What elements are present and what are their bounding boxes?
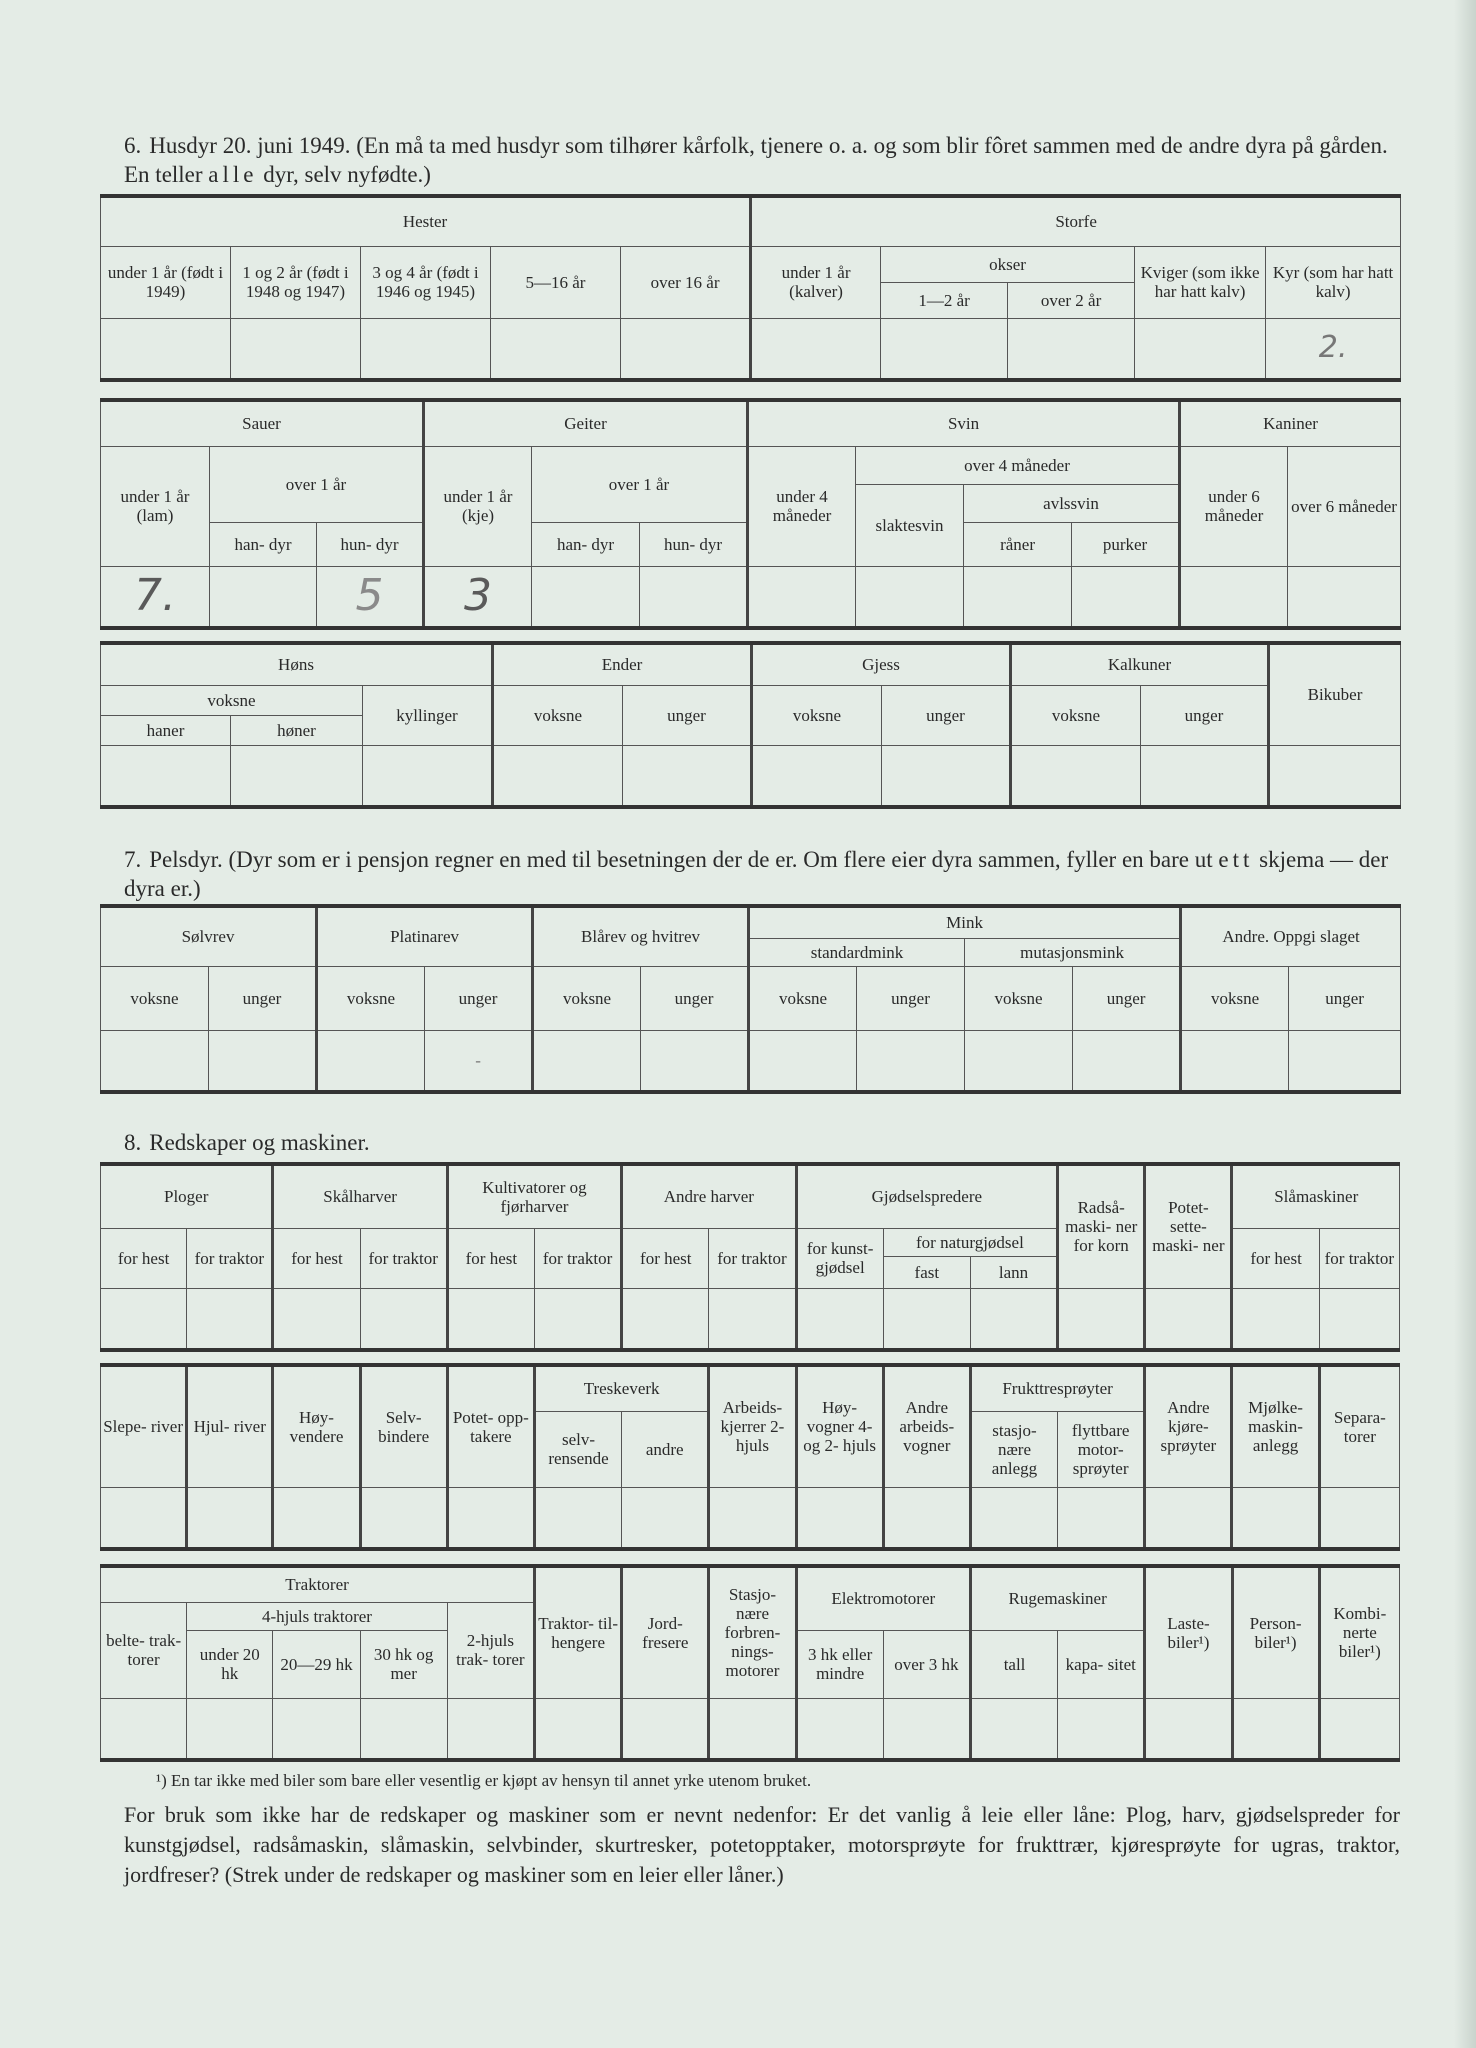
col-hoyvendere: Høy- vendere (273, 1365, 360, 1487)
input-cell[interactable] (1232, 1698, 1319, 1760)
input-cell[interactable] (856, 566, 964, 628)
input-cell[interactable] (273, 1288, 360, 1350)
col-haner: haner (101, 715, 231, 745)
input-cell[interactable] (1319, 1487, 1399, 1549)
col-voksne: voksne (533, 966, 641, 1030)
header-andre-harver: Andre harver (622, 1164, 796, 1228)
col-voksne: voksne (965, 966, 1073, 1030)
col-ender-unger: unger (623, 685, 752, 745)
col-sau-handyr: han- dyr (210, 522, 317, 566)
col-flyttbare: flyttbare motor- sprøyter (1058, 1411, 1145, 1487)
header-andre-pelsdyr: Andre. Oppgi slaget (1181, 906, 1401, 966)
header-svin: Svin (748, 400, 1180, 446)
col-lastebiler: Laste- biler¹) (1145, 1566, 1232, 1698)
header-blarev: Blårev og hvitrev (533, 906, 749, 966)
col-personbiler: Person- biler¹) (1232, 1566, 1319, 1698)
col-for-traktor: for traktor (187, 1228, 273, 1288)
section-8-title: 8. Redskaper og maskiner. (124, 1130, 370, 1155)
col-kalkun-voksne: voksne (1011, 685, 1141, 745)
col-for-traktor: for traktor (534, 1228, 621, 1288)
header-hons-voksne: voksne (101, 685, 363, 715)
header-mink: Mink (749, 906, 1181, 938)
col-kyr: Kyr (som har hatt kalv) (1266, 246, 1401, 318)
input-cell[interactable] (532, 566, 640, 628)
input-cell-kje[interactable] (424, 566, 532, 628)
input-cell[interactable] (1135, 318, 1266, 380)
input-cell[interactable] (273, 1487, 360, 1549)
col-lann: lann (970, 1256, 1057, 1288)
input-cell[interactable] (622, 1698, 709, 1760)
header-standardmink: standardmink (749, 938, 965, 966)
input-cell[interactable] (883, 1288, 970, 1350)
col-for-traktor: for traktor (360, 1228, 447, 1288)
input-cell[interactable] (1058, 1698, 1145, 1760)
input-cell[interactable] (622, 1487, 709, 1549)
table-hester-storfe (100, 194, 1401, 382)
header-elektromotorer: Elektromotorer (796, 1566, 970, 1630)
input-cell[interactable] (101, 1698, 187, 1760)
col-okser-over2: over 2 år (1008, 282, 1135, 318)
col-purker: purker (1072, 522, 1180, 566)
col-fast: fast (883, 1256, 970, 1288)
input-cell[interactable] (883, 1698, 970, 1760)
col-arbeidsvogner: Andre arbeids- vogner (883, 1365, 970, 1487)
col-for-hest: for hest (1232, 1228, 1319, 1288)
input-cell[interactable] (361, 318, 491, 380)
col-for-hest: for hest (101, 1228, 187, 1288)
col-under-20hk: under 20 hk (187, 1630, 273, 1698)
handwritten-value: 5 (355, 570, 384, 622)
input-cell[interactable] (317, 1030, 425, 1092)
input-cell[interactable] (1145, 1288, 1232, 1350)
input-cell[interactable] (101, 1288, 187, 1350)
input-cell[interactable] (1180, 566, 1288, 628)
handwritten-value: 2. (1318, 330, 1348, 366)
col-voksne: voksne (317, 966, 425, 1030)
section-number: 8. (124, 1130, 142, 1155)
input-cell[interactable] (621, 318, 751, 380)
col-hest-3-4: 3 og 4 år (født i 1946 og 1945) (361, 246, 491, 318)
col-over-3hk: over 3 hk (883, 1630, 970, 1698)
input-cell[interactable] (101, 1487, 187, 1549)
input-cell[interactable] (491, 318, 621, 380)
header-ploger: Ploger (101, 1164, 273, 1228)
col-slaktesvin: slaktesvin (856, 484, 964, 566)
header-okser: okser (881, 246, 1135, 282)
input-cell[interactable] (1145, 1698, 1232, 1760)
input-cell[interactable] (1072, 566, 1180, 628)
header-ender: Ender (493, 643, 752, 685)
col-ender-voksne: voksne (493, 685, 623, 745)
col-for-hest: for hest (622, 1228, 709, 1288)
input-cell[interactable] (1011, 745, 1141, 807)
col-kapasitet: kapa- sitet (1058, 1630, 1145, 1698)
input-cell[interactable] (796, 1698, 883, 1760)
table-traktorer (100, 1564, 1400, 1762)
input-cell[interactable] (881, 318, 1008, 380)
input-cell[interactable] (360, 1487, 447, 1549)
col-sleperiver: Slepe- river (101, 1365, 187, 1487)
col-for-hest: for hest (447, 1228, 534, 1288)
input-cell[interactable] (187, 1698, 273, 1760)
col-stasjonaere: stasjo- nære anlegg (970, 1411, 1057, 1487)
col-raner: råner (964, 522, 1072, 566)
input-cell[interactable] (1073, 1030, 1181, 1092)
input-cell[interactable] (622, 1288, 709, 1350)
col-gjess-unger: unger (882, 685, 1011, 745)
col-arbeidskjerrer: Arbeids- kjerrer 2-hjuls (709, 1365, 796, 1487)
input-cell[interactable] (641, 1030, 749, 1092)
header-slamaskiner: Slåmaskiner (1232, 1164, 1400, 1228)
input-cell[interactable] (1269, 745, 1401, 807)
header-mutasjonsmink: mutasjonsmink (965, 938, 1181, 966)
col-voksne: voksne (101, 966, 209, 1030)
header-geit-over1: over 1 år (532, 446, 748, 522)
closing-question: For bruk som ikke har de redskaper og maskiner som er nevnt nedenfor: Er det vanlig å leie eller låne: Plog, harv, gjødselspreder for kunstgjødsel, radsåmaskin, slåmaskin, selvbinder, skurtresker, potetopptaker, motorsprøyte for frukttrær, kjøresprøyte for ugras, traktor, jordfreser? (Strek under de redskaper og maskiner som en leier eller låner.) (124, 1802, 1400, 1887)
col-okser-1-2: 1—2 år (881, 282, 1008, 318)
col-20-29hk: 20—29 hk (273, 1630, 360, 1698)
input-cell[interactable] (970, 1698, 1057, 1760)
col-selvbindere: Selv- bindere (360, 1365, 447, 1487)
page-edge (1454, 0, 1476, 2048)
col-kyllinger: kyllinger (363, 685, 493, 745)
header-rugemaskiner: Rugemaskiner (970, 1566, 1144, 1630)
input-cell[interactable] (751, 318, 881, 380)
col-2-hjuls: 2-hjuls trak- torer (447, 1602, 534, 1698)
footnote: ¹) En tar ikke med biler som bare eller vesentlig er kjøpt av hensyn til annet yrke utenom bruket. (156, 1771, 812, 1790)
input-cell[interactable] (187, 1288, 273, 1350)
table-redskaper-2 (100, 1363, 1400, 1551)
input-cell-mark[interactable] (425, 1030, 533, 1092)
input-cell[interactable] (1319, 1288, 1399, 1350)
header-geiter: Geiter (424, 400, 748, 446)
input-cell[interactable] (640, 566, 748, 628)
col-hest-over16: over 16 år (621, 246, 751, 318)
col-unger: unger (641, 966, 749, 1030)
input-cell[interactable] (1319, 1698, 1399, 1760)
header-hons: Høns (101, 643, 493, 685)
col-separatorer: Separa- torer (1319, 1365, 1399, 1487)
input-cell[interactable] (1058, 1288, 1145, 1350)
input-cell[interactable] (447, 1288, 534, 1350)
input-cell[interactable] (965, 1030, 1073, 1092)
input-cell[interactable] (101, 318, 231, 380)
input-cell-kyr[interactable] (1266, 318, 1401, 380)
handwritten-value: 3 (464, 570, 492, 622)
input-cell-sau-hundyr[interactable] (317, 566, 424, 628)
col-traktortilhengere: Traktor- til- hengere (535, 1566, 622, 1698)
input-cell[interactable] (709, 1487, 796, 1549)
header-frukttresproyter: Frukttresprøyter (970, 1365, 1144, 1411)
col-tall: tall (970, 1630, 1057, 1698)
input-cell[interactable] (1232, 1487, 1319, 1549)
input-cell[interactable] (534, 1288, 621, 1350)
input-cell[interactable] (796, 1487, 883, 1549)
input-cell[interactable] (752, 745, 882, 807)
input-cell[interactable] (1232, 1288, 1319, 1350)
section-number: 7. (124, 847, 142, 872)
input-cell[interactable] (709, 1698, 796, 1760)
col-hoyvogner: Høy- vogner 4- og 2- hjuls (796, 1365, 883, 1487)
input-cell[interactable] (749, 1030, 857, 1092)
header-kaniner: Kaniner (1180, 400, 1401, 446)
col-kalkun-unger: unger (1141, 685, 1269, 745)
input-cell[interactable] (1145, 1487, 1232, 1549)
section-6-title: 6. Husdyr 20. juni 1949. (En må ta med husdyr som tilhører kårfolk, tjenere o. a. og som blir fôret sammen med de andre dyra på gården. En teller alle dyr, selv nyfødte.) (124, 133, 1388, 187)
input-cell[interactable] (187, 1487, 273, 1549)
col-for-traktor: for traktor (709, 1228, 796, 1288)
table-sauer-geiter-svin (100, 398, 1401, 630)
input-cell[interactable] (360, 1698, 447, 1760)
input-cell[interactable] (1288, 566, 1401, 628)
header-skalharver: Skålharver (273, 1164, 447, 1228)
col-for-traktor: for traktor (1319, 1228, 1399, 1288)
col-kjoresproyter: Andre kjøre- sprøyter (1145, 1365, 1232, 1487)
col-potetsettemaskiner: Potet- sette- maski- ner (1145, 1164, 1232, 1288)
col-voksne: voksne (1181, 966, 1289, 1030)
header-naturgjodsel: for naturgjødsel (883, 1228, 1057, 1256)
handwritten-value: 7. (134, 570, 176, 622)
col-kunstgjodsel: for kunst- gjødsel (796, 1228, 883, 1288)
col-kje: under 1 år (kje) (424, 446, 532, 566)
header-sauer: Sauer (101, 400, 424, 446)
pencil-mark: - (475, 1050, 481, 1070)
col-unger: unger (1073, 966, 1181, 1030)
col-radsamaskiner: Radså- maski- ner for korn (1058, 1164, 1145, 1288)
input-cell[interactable] (1289, 1030, 1401, 1092)
col-sau-hundyr: hun- dyr (317, 522, 424, 566)
input-cell[interactable] (964, 566, 1072, 628)
col-svin-under4: under 4 måneder (748, 446, 856, 566)
col-potetopptakere: Potet- opp- takere (447, 1365, 534, 1487)
col-for-hest: for hest (273, 1228, 360, 1288)
col-geit-hundyr: hun- dyr (640, 522, 748, 566)
header-storfe: Storfe (751, 196, 1401, 246)
input-cell[interactable] (447, 1487, 534, 1549)
col-kan-under6: under 6 måneder (1180, 446, 1288, 566)
input-cell-lam[interactable] (101, 566, 210, 628)
col-hest-5-16: 5—16 år (491, 246, 621, 318)
table-redskaper-1 (100, 1162, 1400, 1352)
input-cell[interactable] (1181, 1030, 1289, 1092)
input-cell[interactable] (533, 1030, 641, 1092)
col-hest-under1: under 1 år (født i 1949) (101, 246, 231, 318)
input-cell[interactable] (101, 1030, 209, 1092)
section-number: 6. (124, 133, 142, 158)
header-treskeverk: Treskeverk (534, 1365, 708, 1411)
input-cell[interactable] (210, 566, 317, 628)
input-cell[interactable] (1008, 318, 1135, 380)
header-avlssvin: avlssvin (964, 484, 1180, 522)
header-4-hjuls: 4-hjuls traktorer (187, 1602, 448, 1630)
col-selvrensende: selv- rensende (534, 1411, 621, 1487)
input-cell[interactable] (534, 1487, 621, 1549)
input-cell[interactable] (231, 745, 363, 807)
col-beltetraktorer: belte- trak- torer (101, 1602, 187, 1698)
col-hjulriver: Hjul- river (187, 1365, 273, 1487)
col-geit-handyr: han- dyr (532, 522, 640, 566)
input-cell[interactable] (623, 745, 752, 807)
input-cell[interactable] (535, 1698, 622, 1760)
col-jordfresere: Jord- fresere (622, 1566, 709, 1698)
input-cell[interactable] (796, 1288, 883, 1350)
input-cell[interactable] (447, 1698, 534, 1760)
col-storfe-kalver: under 1 år (kalver) (751, 246, 881, 318)
col-kan-over6: over 6 måneder (1288, 446, 1401, 566)
col-30hk-mer: 30 hk og mer (360, 1630, 447, 1698)
input-cell[interactable] (360, 1288, 447, 1350)
input-cell[interactable] (209, 1030, 317, 1092)
input-cell[interactable] (363, 745, 493, 807)
col-hest-1-2: 1 og 2 år (født i 1948 og 1947) (231, 246, 361, 318)
col-honer: høner (231, 715, 363, 745)
header-hester: Hester (101, 196, 751, 246)
col-kombinerte-biler: Kombi- nerte biler¹) (1319, 1566, 1399, 1698)
input-cell[interactable] (493, 745, 623, 807)
input-cell[interactable] (883, 1487, 970, 1549)
input-cell[interactable] (231, 318, 361, 380)
col-voksne: voksne (749, 966, 857, 1030)
input-cell[interactable] (1058, 1487, 1145, 1549)
col-unger: unger (1289, 966, 1401, 1030)
input-cell[interactable] (1141, 745, 1269, 807)
input-cell[interactable] (970, 1487, 1057, 1549)
col-unger: unger (209, 966, 317, 1030)
col-lam: under 1 år (lam) (101, 446, 210, 566)
input-cell[interactable] (101, 745, 231, 807)
table-fjaerfe (100, 641, 1401, 809)
header-gjodselspredere: Gjødselspredere (796, 1164, 1058, 1228)
input-cell[interactable] (857, 1030, 965, 1092)
header-gjess: Gjess (752, 643, 1011, 685)
col-unger: unger (425, 966, 533, 1030)
col-gjess-voksne: voksne (752, 685, 882, 745)
input-cell[interactable] (882, 745, 1011, 807)
col-mjolkemaskin: Mjølke- maskin- anlegg (1232, 1365, 1319, 1487)
header-svin-over4: over 4 måneder (856, 446, 1180, 484)
header-kultivatorer: Kultivatorer og fjørharver (447, 1164, 621, 1228)
header-platinarev: Platinarev (317, 906, 533, 966)
col-3hk-mindre: 3 hk eller mindre (796, 1630, 883, 1698)
input-cell[interactable] (748, 566, 856, 628)
input-cell[interactable] (709, 1288, 796, 1350)
table-pelsdyr (100, 904, 1401, 1094)
input-cell[interactable] (970, 1288, 1057, 1350)
col-bikuber: Bikuber (1269, 643, 1401, 745)
col-forbrenningsmotorer: Stasjo- nære forbren- nings- motorer (709, 1566, 796, 1698)
header-sau-over1: over 1 år (210, 446, 424, 522)
section-7-title: 7. Pelsdyr. (Dyr som er i pensjon regner en med til besetningen der de er. Om flere eier dyra sammen, fyller en bare ut ett skjema — der dyra er.) (124, 847, 1389, 901)
header-kalkuner: Kalkuner (1011, 643, 1269, 685)
col-unger: unger (857, 966, 965, 1030)
header-traktorer: Traktorer (101, 1566, 535, 1602)
col-andre: andre (622, 1411, 709, 1487)
header-solvrev: Sølvrev (101, 906, 317, 966)
col-kviger: Kviger (som ikke har hatt kalv) (1135, 246, 1266, 318)
input-cell[interactable] (273, 1698, 360, 1760)
